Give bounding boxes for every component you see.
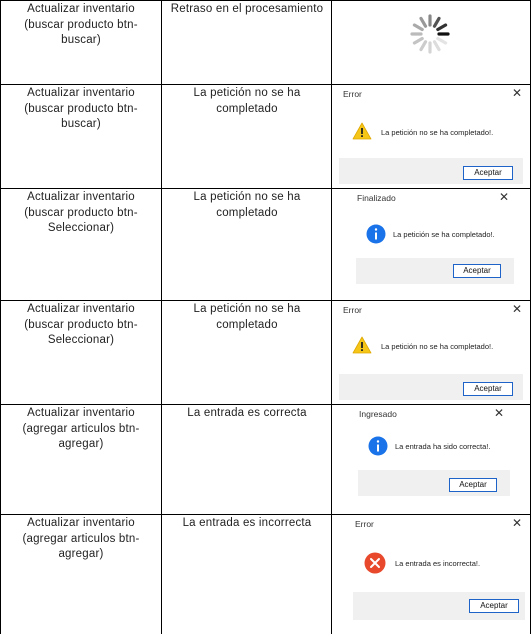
- action-text-line: (agregar articulos btn-: [22, 532, 140, 545]
- dialog-message: La petición no se ha completado!.: [381, 128, 494, 137]
- action-text-line: (buscar producto btn-: [24, 318, 138, 331]
- dialog-message: La entrada ha sido correcta!.: [395, 442, 491, 451]
- action-text-line: Seleccionar): [47, 222, 115, 234]
- loading-spinner-icon: [408, 12, 452, 56]
- row-6-result-cell: [165, 516, 329, 532]
- accept-button[interactable]: Aceptar: [449, 478, 497, 492]
- result-text-line: La petición no se ha: [193, 87, 301, 99]
- close-icon[interactable]: ✕: [494, 406, 505, 420]
- action-text-line: (buscar producto btn-: [24, 102, 138, 115]
- info-icon: [368, 436, 388, 458]
- warning-icon: [352, 336, 372, 356]
- action-text-line: Seleccionar): [47, 334, 115, 346]
- action-text-line: buscar): [61, 34, 101, 46]
- close-icon[interactable]: ✕: [512, 302, 523, 316]
- row-6-action-cell: [4, 516, 158, 563]
- message-dialog: [349, 516, 529, 628]
- dialog-title: Ingresado: [359, 409, 397, 419]
- action-text-line: (buscar producto btn-: [24, 18, 138, 31]
- dialog-title: Finalizado: [357, 193, 396, 203]
- row-1-result-cell: [165, 2, 329, 18]
- action-text-line: Actualizar inventario: [27, 3, 135, 15]
- result-text-line: La petición no se ha: [193, 191, 301, 203]
- action-text-line: (buscar producto btn-: [24, 206, 138, 219]
- close-icon[interactable]: ✕: [512, 86, 523, 100]
- row-5-action-cell: [4, 406, 158, 453]
- action-text-line: agregar): [58, 438, 104, 450]
- warning-icon: [352, 122, 372, 142]
- result-text-line: La entrada es incorrecta: [182, 517, 312, 529]
- action-text-line: Actualizar inventario: [27, 87, 135, 99]
- action-text-line: Actualizar inventario: [27, 517, 135, 529]
- dialog-title: Error: [343, 305, 362, 315]
- result-text-line: completado: [216, 102, 278, 115]
- action-text-line: Actualizar inventario: [27, 303, 135, 315]
- dialog-title: Error: [343, 89, 362, 99]
- close-icon[interactable]: ✕: [512, 516, 523, 530]
- close-icon[interactable]: ✕: [499, 190, 510, 204]
- result-text-line: completado: [216, 318, 278, 331]
- result-text-line: completado: [216, 206, 278, 219]
- row-3-action-cell: [4, 190, 158, 237]
- message-dialog: [337, 86, 529, 186]
- accept-button[interactable]: Aceptar: [453, 264, 501, 278]
- message-dialog: [337, 302, 529, 402]
- message-dialog: [351, 190, 523, 290]
- row-5-result-cell: [165, 406, 329, 422]
- dialog-title: Error: [355, 519, 374, 529]
- info-icon: [366, 224, 386, 246]
- row-4-action-cell: [4, 302, 158, 349]
- row-4-result-cell: [165, 302, 329, 333]
- row-3-result-cell: [165, 190, 329, 221]
- action-text-line: (agregar articulos btn-: [22, 422, 140, 435]
- action-text-line: agregar): [58, 548, 104, 560]
- result-text-line: La entrada es correcta: [187, 407, 307, 419]
- action-text-line: Actualizar inventario: [27, 407, 135, 419]
- row-2-result-cell: [165, 86, 329, 117]
- dialog-message: La petición se ha completado!.: [393, 230, 495, 239]
- message-dialog: [353, 406, 523, 506]
- accept-button[interactable]: Aceptar: [463, 382, 513, 396]
- accept-button[interactable]: Aceptar: [469, 599, 519, 613]
- dialog-message: La petición no se ha completado!.: [381, 342, 494, 351]
- result-text-line: Retraso en el procesamiento: [170, 3, 324, 15]
- result-text-line: La petición no se ha: [193, 303, 301, 315]
- action-text-line: Actualizar inventario: [27, 191, 135, 203]
- error-icon: [364, 552, 386, 576]
- row-1-action-cell: [4, 2, 158, 49]
- accept-button[interactable]: Aceptar: [463, 166, 513, 180]
- action-text-line: buscar): [61, 118, 101, 130]
- row-2-action-cell: [4, 86, 158, 133]
- dialog-message: La entrada es incorrecta!.: [395, 559, 481, 568]
